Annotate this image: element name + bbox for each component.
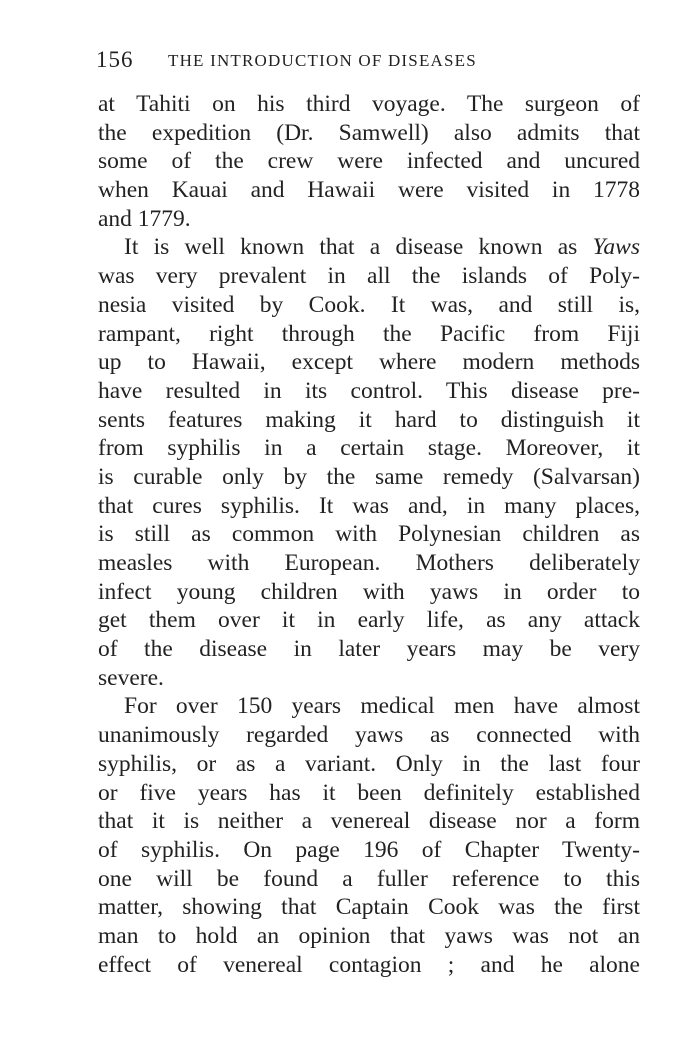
- text-line: effect of venereal contagion ; and he alone: [98, 951, 640, 978]
- text-line: measles with European. Mothers deliberately: [98, 550, 640, 576]
- text-line: have resulted in its control. This disease pre-: [98, 377, 640, 404]
- text-line: severe.: [98, 664, 164, 691]
- text-line: infect young children with yaws in order to: [98, 578, 640, 605]
- text-line: is still as common with Polynesian children as: [98, 521, 640, 548]
- paragraph-first-line: [98, 233, 640, 262]
- text-line: or five years has it been definitely established: [98, 779, 640, 806]
- text-line: when Kauai and Hawaii were visited in 1778: [98, 177, 640, 204]
- text-line: that it is neither a venereal disease nor a form: [98, 808, 640, 835]
- page-number: 156: [96, 47, 134, 72]
- text-line: that cures syphilis. It was and, in many places,: [98, 492, 640, 519]
- text-line: is curable only by the same remedy (Salvarsan): [98, 463, 640, 490]
- text-line: unanimously regarded yaws as connected with: [98, 722, 640, 749]
- paragraph-first-line: For over 150 years medical men have almost: [124, 693, 640, 720]
- text-line-segment: It is well known that a disease known as: [124, 234, 578, 261]
- text-line: syphilis, or as a variant. Only in the last four: [98, 750, 640, 777]
- text-line: and 1779.: [98, 205, 191, 232]
- text-line: was very prevalent in all the islands of Poly-: [98, 263, 640, 290]
- text-line: at Tahiti on his third voyage. The surgeon of: [98, 91, 640, 117]
- text-line: the expedition (Dr. Samwell) also admits that: [98, 119, 640, 146]
- text-line: nesia visited by Cook. It was, and still is,: [98, 291, 640, 318]
- text-line: of syphilis. On page 196 of Chapter Twenty-: [98, 836, 640, 863]
- text-line: one will be found a fuller reference to this: [98, 865, 640, 892]
- text-line: of the disease in later years may be very: [98, 636, 640, 663]
- text-line: get them over it in early life, as any attack: [98, 607, 640, 634]
- text-line: man to hold an opinion that yaws was not an: [98, 922, 640, 949]
- text-line: matter, showing that Captain Cook was the first: [98, 894, 640, 921]
- body-text: [98, 90, 640, 979]
- text-line: rampant, right through the Pacific from Fiji: [98, 320, 640, 347]
- text-line: sents features making it hard to distinguish it: [98, 406, 640, 433]
- text-line: some of the crew were infected and uncured: [98, 148, 640, 175]
- text-line: up to Hawaii, except where modern methods: [98, 349, 640, 376]
- italic-term: Yaws: [592, 234, 640, 261]
- running-head: [96, 47, 656, 77]
- running-head-title: THE INTRODUCTION OF DISEASES: [168, 51, 477, 70]
- text-line: from syphilis in a certain stage. Moreover, it: [98, 435, 640, 462]
